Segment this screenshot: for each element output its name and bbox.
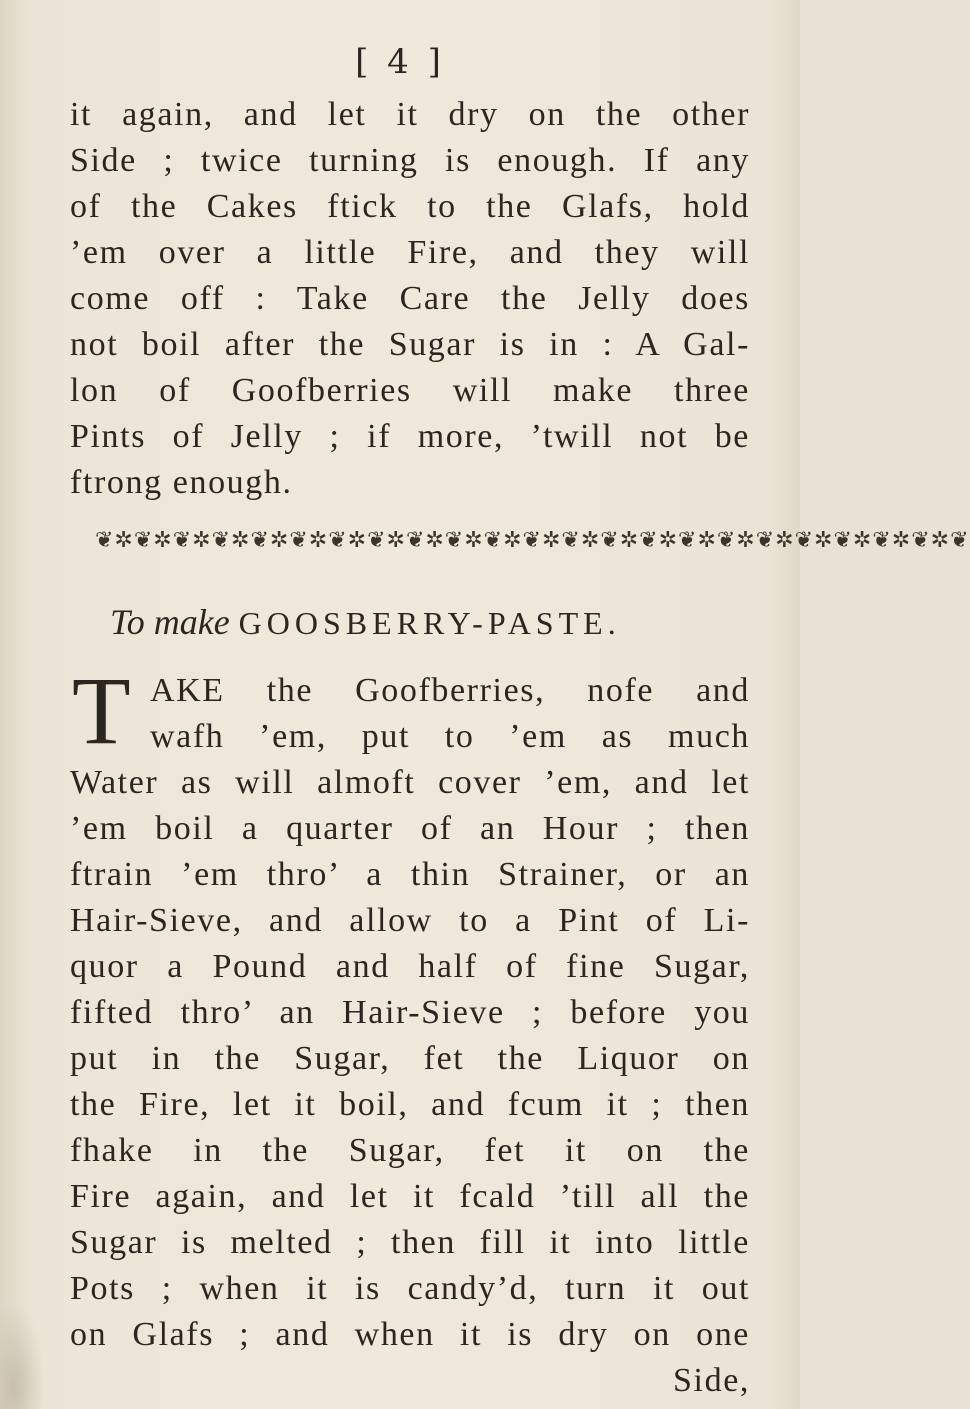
- text-line: wafh ’em, put to ’em as much: [150, 718, 750, 755]
- text-line: of the Cakes ftick to the Glafs, hold: [70, 188, 750, 225]
- drop-cap: T: [72, 657, 131, 764]
- text-line: AKE the Goofberries, nofe and: [150, 672, 750, 709]
- text-line: it again, and let it dry on the other: [70, 96, 750, 133]
- text-line: Sugar is melted ; then fill it into little: [70, 1224, 750, 1261]
- text-line: ftrong enough.: [70, 464, 293, 501]
- heading-lead: To make: [110, 602, 230, 642]
- text-line: Pints of Jelly ; if more, ’twill not be: [70, 418, 750, 455]
- text-line: Fire again, and let it fcald ’till all the: [70, 1178, 750, 1215]
- text-line: quor a Pound and half of fine Sugar,: [70, 948, 750, 985]
- page-number: [ 4 ]: [355, 42, 445, 82]
- text-line: not boil after the Sugar is in : A Gal-: [70, 326, 750, 363]
- heading-title: GOOSBERRY-PASTE.: [238, 605, 621, 641]
- text-line: the Fire, let it boil, and fcum it ; then: [70, 1086, 750, 1123]
- text-line: ’em over a little Fire, and they will: [70, 234, 750, 271]
- continuation-paragraph: [70, 92, 750, 506]
- text-line: Hair-Sieve, and allow to a Pint of Li-: [70, 902, 750, 939]
- text-line: put in the Sugar, fet the Liquor on: [70, 1040, 750, 1077]
- text-line: fhake in the Sugar, fet it on the: [70, 1132, 750, 1169]
- text-line: lon of Goofberries will make three: [70, 372, 750, 409]
- text-line: ftrain ’em thro’ a thin Strainer, or an: [70, 856, 750, 893]
- text-line: ’em boil a quarter of an Hour ; then: [70, 810, 750, 847]
- catchword: Side,: [673, 1362, 750, 1399]
- ornamental-divider: ❦✲❦✲❦✲❦✲❦✲❦✲❦✲❦✲❦✲❦✲❦✲❦✲❦✲❦✲❦✲❦✲❦✲❦✲❦✲❦✲❦✲❦✲❦: [95, 528, 970, 553]
- text-line: Water as will almoft cover ’em, and let: [70, 764, 750, 801]
- text-line: on Glafs ; and when it is dry on one: [70, 1316, 750, 1353]
- text-line: come off : Take Care the Jelly does: [70, 280, 750, 317]
- recipe-paragraph: [70, 657, 750, 1404]
- text-line: Pots ; when it is candy’d, turn it out: [70, 1270, 750, 1307]
- page-stain: [0, 1300, 46, 1409]
- text-line: fifted thro’ an Hair-Sieve ; before you: [70, 994, 750, 1031]
- text-line: Side ; twice turning is enough. If any: [70, 142, 750, 179]
- recipe-heading: [110, 600, 760, 645]
